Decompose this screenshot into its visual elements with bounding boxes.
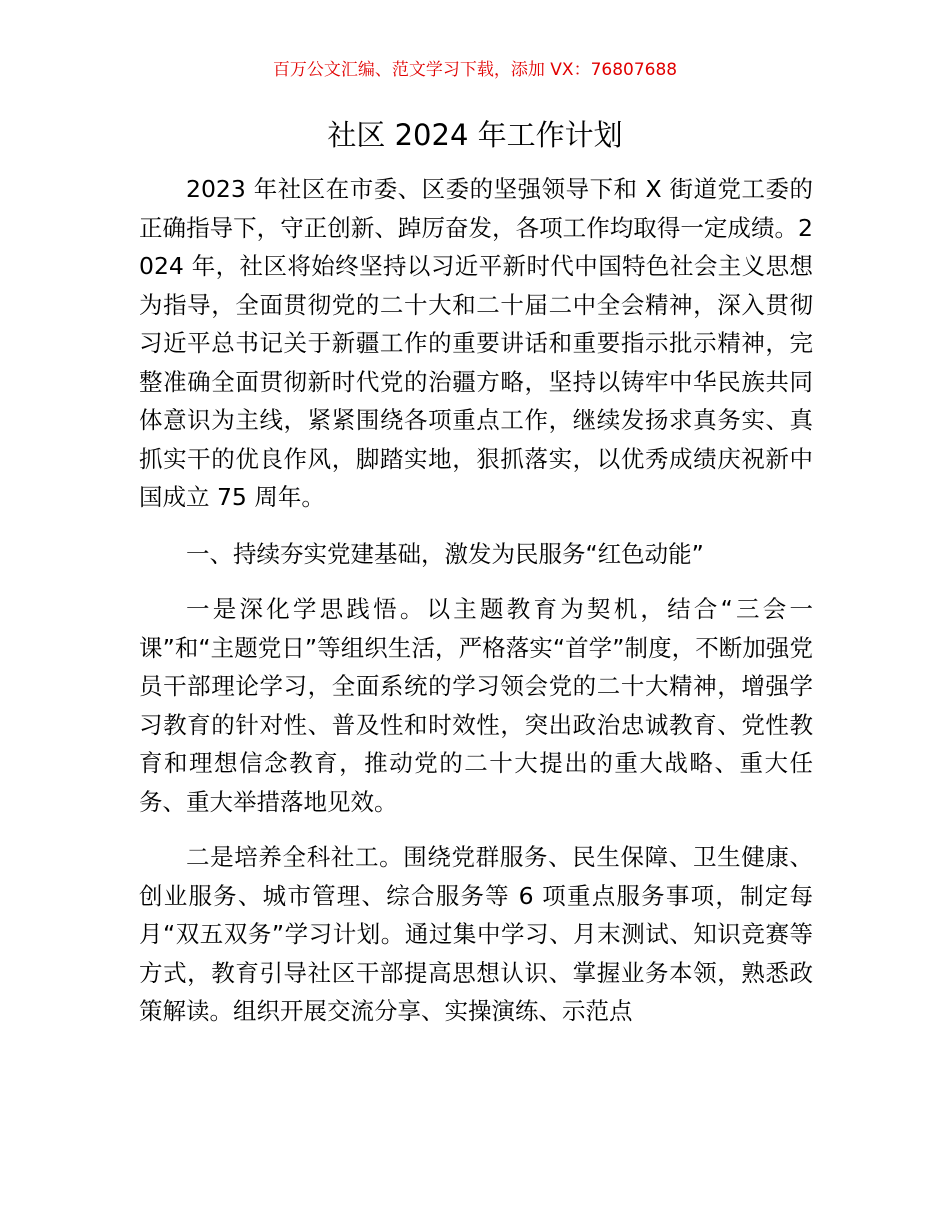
item-2-paragraph: 二是培养全科社工。围绕党群服务、民生保障、卫生健康、创业服务、城市管理、综合服务等 6 项重点服务事项，制定每月“双五双务”学习计划。通过集中学习、月末测试、知识竞赛等方式，教育引导社区干部提高思想认识、掌握业务本领，熟悉政策解读。组织开展交流分享、实操演练、示范点: [139, 843, 813, 1025]
section-1-heading: 一、持续夯实党建基础，激发为民服务“红色动能”: [186, 539, 704, 568]
header-contact-note: 百万公文汇编、范文学习下载，添加 VX：76807688: [272, 60, 678, 80]
document-title: 社区 2024 年工作计划: [327, 118, 623, 152]
document-body: [139, 170, 813, 1031]
intro-paragraph: 2023 年社区在市委、区委的坚强领导下和 X 街道党工委的正确指导下，守正创新、踔厉奋发，各项工作均取得一定成绩。2024 年，社区将始终坚持以习近平新时代中国特色社会主义思想为指导，全面贯彻党的二十大和二十届二中全会精神，深入贯彻习近平总书记关于新疆工作的重要讲话和重要指示批示精神，完整准确全面贯彻新时代党的治疆方略，坚持以铸牢中华民族共同体意识为主线，紧紧围绕各项重点工作，继续发扬求真务实、真抓实干的优良作风，脚踏实地，狠抓落实，以优秀成绩庆祝新中国成立 75 周年。: [139, 175, 813, 511]
item-1-paragraph: 一是深化学思践悟。以主题教育为契机，结合“三会一课”和“主题党日”等组织生活，严格落实“首学”制度，不断加强党员干部理论学习，全面系统的学习领会党的二十大精神，增强学习教育的针对性、普及性和时效性，突出政治忠诚教育、党性教育和理想信念教育，推动党的二十大提出的重大战略、重大任务、重大举措落地见效。: [139, 595, 813, 816]
